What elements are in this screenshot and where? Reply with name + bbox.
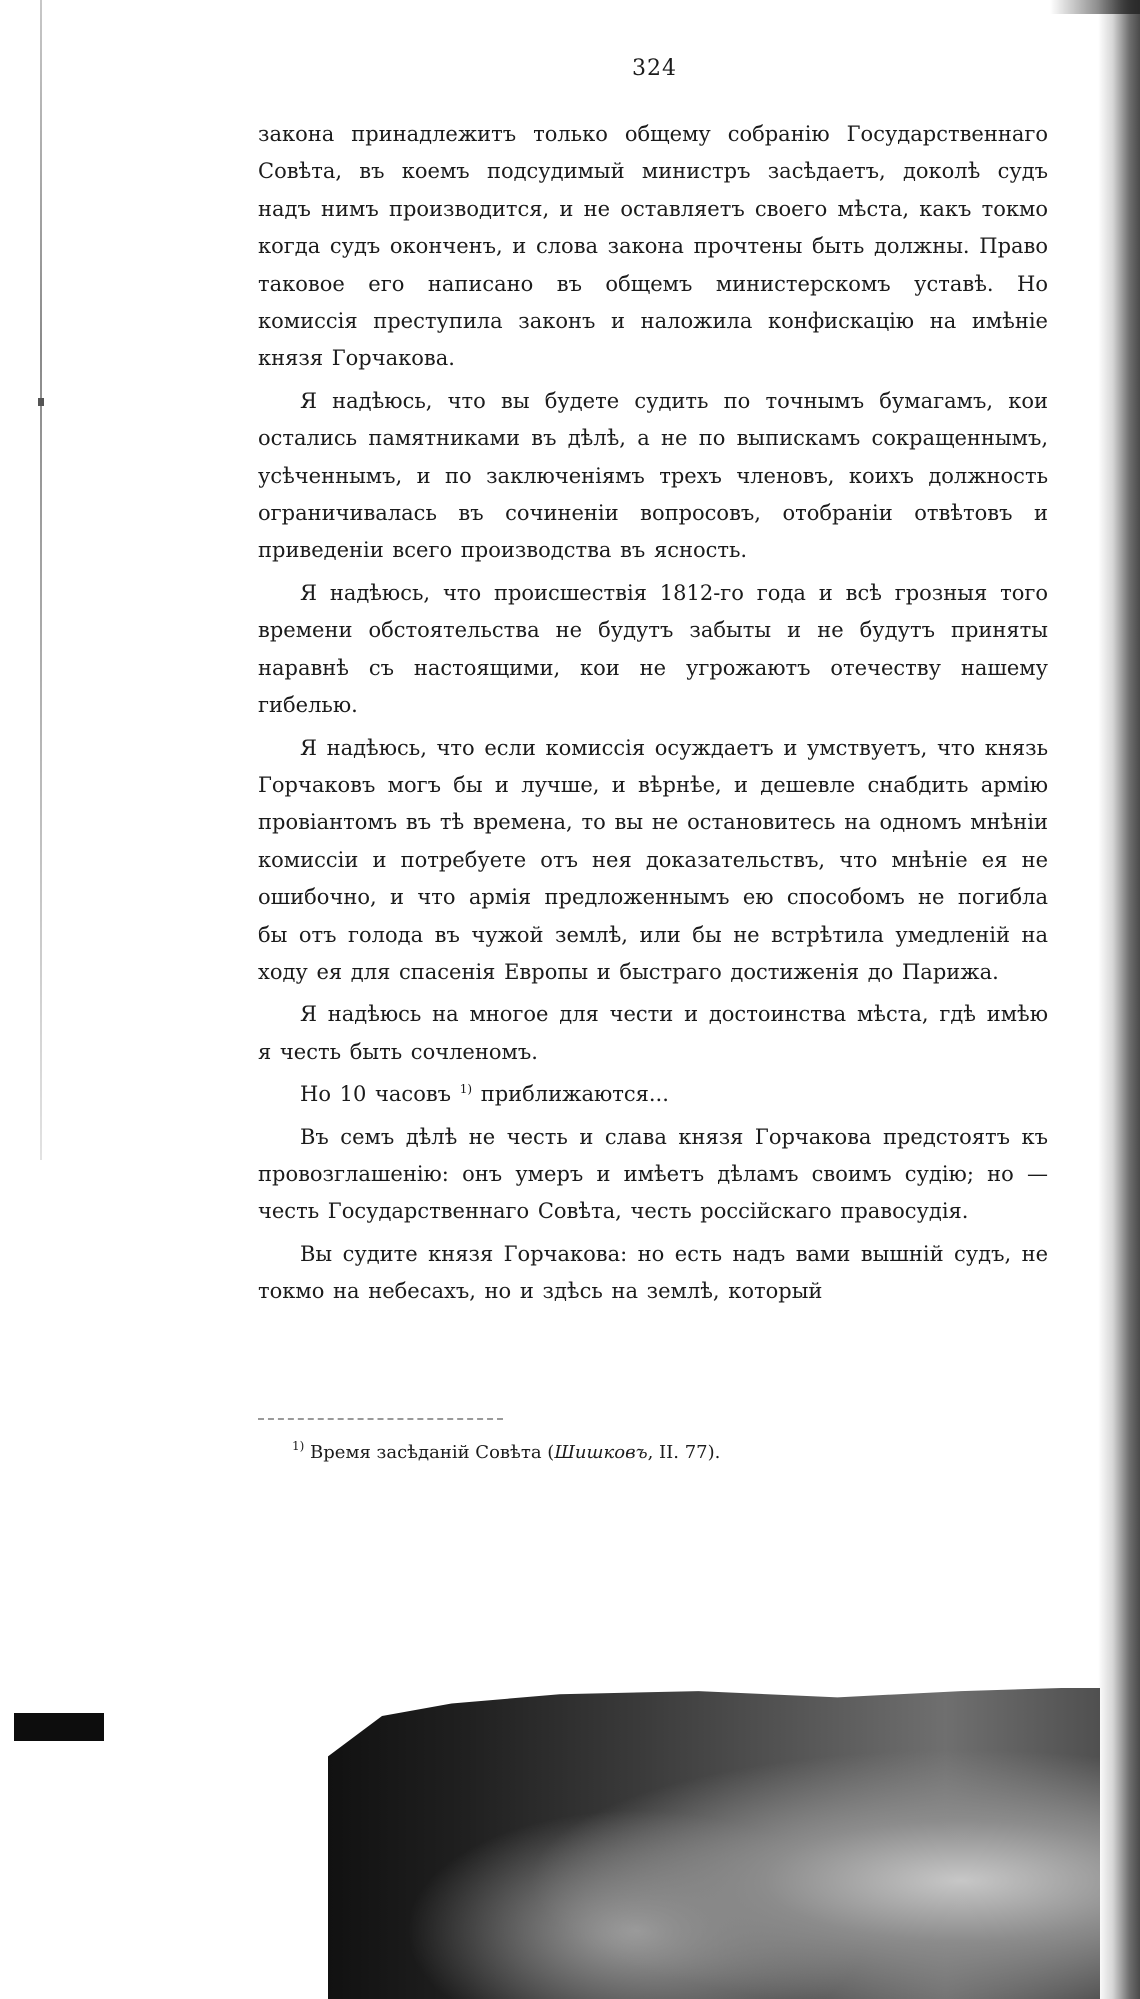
paragraph: Я надѣюсь, что вы будете судить по точнымъ бумагамъ, кои остались памятниками въ дѣлѣ, а не по выпискамъ сокращеннымъ, усѣченнымъ, и по заключеніямъ трехъ членовъ, коихъ должность ограничивалась въ сочиненіи вопросовъ, отобраніи отвѣтовъ и приведеніи всего производства въ ясность. [258, 388, 1048, 563]
footnote-author: Шишковъ [554, 1442, 648, 1463]
binding-shadow [1098, 0, 1140, 1999]
scan-dark-blotch [328, 1688, 1100, 1999]
paragraph: Я надѣюсь, что происшествія 1812-го года и всѣ грозныя того времени обстоятельства не будутъ забыты и не будутъ приняты наравнѣ съ настоящими, кои не угрожаютъ отечеству нашему гибелью. [258, 580, 1048, 718]
paragraph: Я надѣюсь, что если комиссія осуждаетъ и умствуетъ, что князь Горчаковъ могъ бы и лучше, и вѣрнѣе, и дешевле снабдить армію провіантомъ въ тѣ времена, то вы не остановитесь на одномъ мнѣніи комиссіи и потребуете отъ нея доказательствъ, что мнѣніе ея не ошибочно, и что армія предложеннымъ ею способомъ не погибла бы отъ голода въ чужой землѣ, или бы не встрѣтила умедленій на ходу ея для спасенія Европы и быстраго достиженія до Парижа. [258, 735, 1048, 984]
hours-line [258, 1076, 1048, 1113]
paragraph: Вы судите князя Горчакова: но есть надъ вами вышній судъ, не токмо на небесахъ, но и здѣсь на землѣ, который [258, 1241, 1048, 1304]
footnote-text: Время засѣданій Совѣта ( [304, 1442, 555, 1463]
footnote [292, 1440, 1052, 1466]
footnote-separator [258, 1418, 503, 1420]
hours-line-text: Но 10 часовъ [300, 1082, 452, 1107]
scan-corner-shadow [1050, 0, 1140, 14]
paragraph: Въ семъ дѣлѣ не честь и слава князя Горчакова предстоятъ къ провозглашенію: онъ умеръ и имѣетъ дѣламъ своимъ судію; но — честь Государственнаго Совѣта, честь россійскаго правосудія. [258, 1124, 1048, 1224]
footnote-ref: 1) [459, 1082, 473, 1097]
scan-black-tab [14, 1713, 104, 1741]
paragraph: закона принадлежитъ только общему собранію Государственнаго Совѣта, въ коемъ подсудимый министръ засѣдаетъ, доколѣ судъ надъ нимъ производится, и не оставляетъ своего мѣста, какъ токмо когда судъ оконченъ, и слова закона прочтены быть должны. Право таковое его написано въ общемъ министерскомъ уставѣ. Но комиссія преступила законъ и наложила конфискацію на имѣніе князя Горчакова. [258, 122, 1048, 371]
page-edge-shadow [40, 0, 42, 1160]
page-number: 324 [632, 56, 677, 81]
body-text [258, 116, 1048, 1316]
paragraph: Я надѣюсь на многое для чести и достоинства мѣста, гдѣ имѣю я честь быть сочленомъ. [258, 1002, 1048, 1064]
footnote-ref-text: , II. 77). [647, 1442, 721, 1463]
scan-speck [38, 398, 44, 406]
footnote-marker: 1) [292, 1439, 305, 1453]
hours-line-text-end: приближаются... [472, 1082, 669, 1107]
